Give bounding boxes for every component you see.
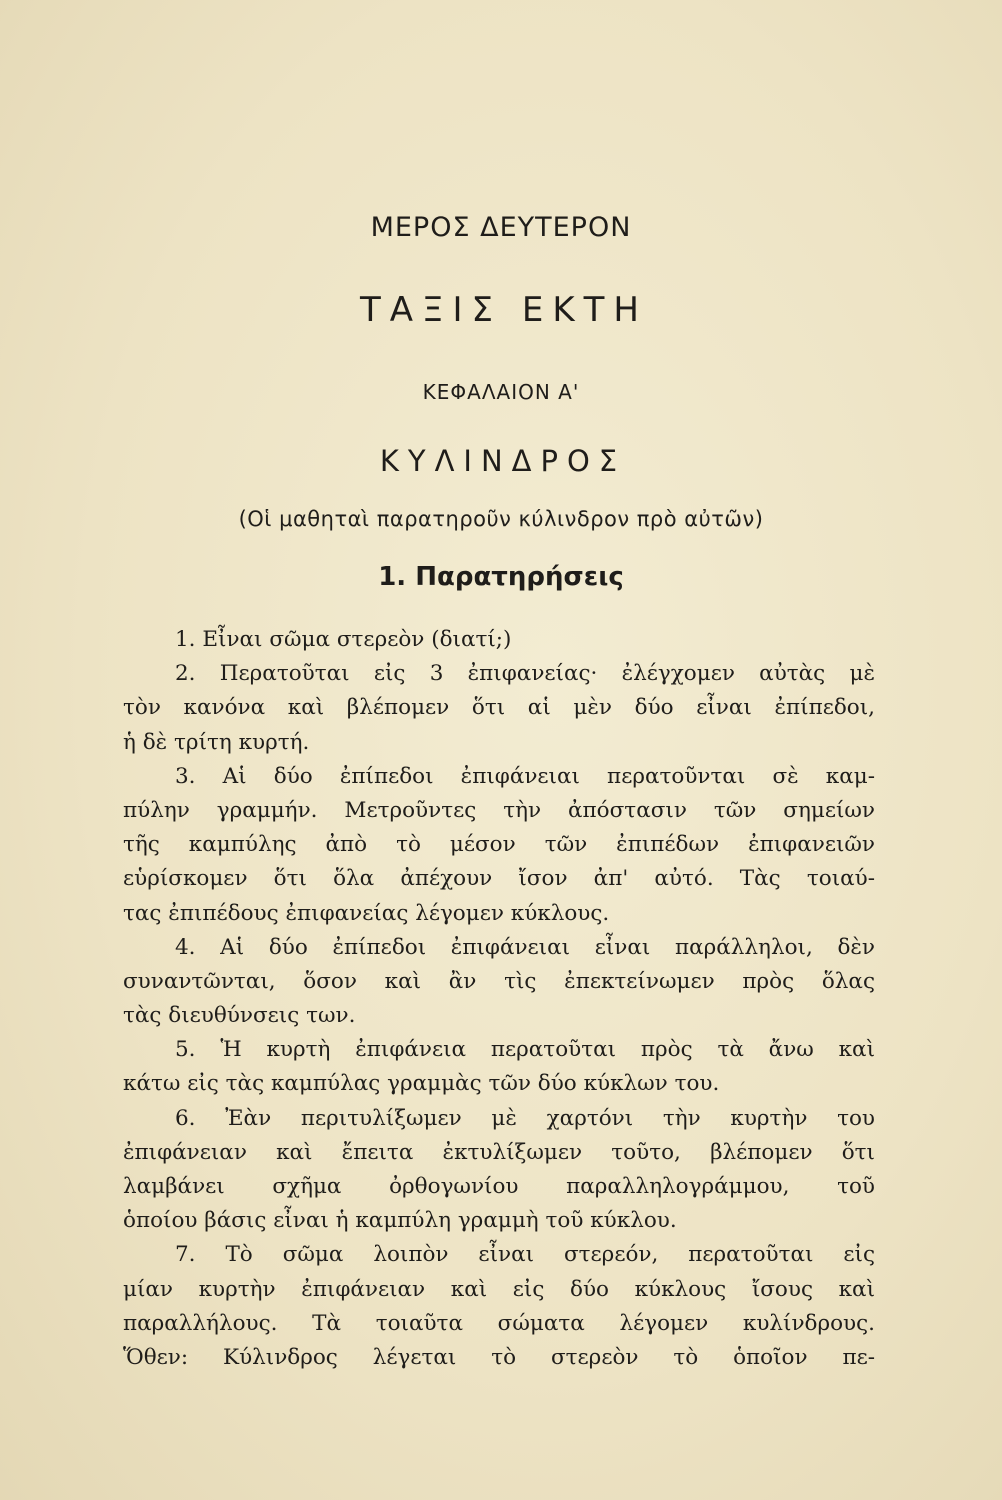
text-line: 1. Εἶναι σῶμα στερεὸν (διατί;) <box>175 627 512 652</box>
text-line: κάτω εἰς τὰς καμπύλας γραμμὰς τῶν δύο κύκλων του. <box>123 1071 720 1097</box>
text-line: συναντῶνται, ὅσον καὶ ἂν τὶς ἐπεκτείνωμεν πρὸς ὅλας <box>123 968 875 994</box>
section-heading: 1. Παρατηρήσεις <box>378 562 624 592</box>
text-line: τὰς διευθύνσεις των. <box>123 1003 356 1029</box>
subtitle: (Οἱ μαθηταὶ παρατηροῦν κύλινδρον πρὸ αὐτῶν) <box>238 507 764 531</box>
text-line: ἡ δὲ τρίτη κυρτή. <box>123 729 310 755</box>
text-line: 7. Τὸ σῶμα λοιπὸν εἶναι στερεόν, περατοῦται εἰς <box>175 1242 875 1268</box>
text-line: πύλην γραμμήν. Μετροῦντες τὴν ἀπόστασιν τῶν σημείων <box>123 797 875 823</box>
text-line: λαμβάνει σχῆμα ὀρθογωνίου παραλληλογράμμου, τοῦ <box>123 1174 875 1199</box>
chapter-title: ΚΕΦΑΛΑΙΟΝ Α' <box>422 380 580 404</box>
text-line: Ὅθεν: Κύλινδρος λέγεται τὸ στερεὸν τὸ ὁποῖον πε- <box>123 1344 875 1370</box>
body-text <box>123 623 875 1375</box>
subject-title: ΚΥΛΙΝΔΡΟΣ <box>379 444 627 478</box>
text-line: τας ἐπιπέδους ἐπιφανείας λέγομεν κύκλους. <box>123 900 610 926</box>
text-line: 2. Περατοῦται εἰς 3 ἐπιφανείας· ἐλέγχομεν αὐτὰς μὲ <box>175 661 875 687</box>
text-line: μίαν κυρτὴν ἐπιφάνειαν καὶ εἰς δύο κύκλους ἴσους καὶ <box>123 1276 875 1302</box>
part-title: ΜΕΡΟΣ ΔΕΥΤΕΡΟΝ <box>370 212 632 243</box>
text-line: 5. Ἡ κυρτὴ ἐπιφάνεια περατοῦται πρὸς τὰ ἄνω καὶ <box>175 1037 875 1063</box>
text-line: εὑρίσκομεν ὅτι ὅλα ἀπέχουν ἴσον ἀπ' αὐτό. Τὰς τοιαύ- <box>123 866 875 892</box>
text-line: 3. Αἱ δύο ἐπίπεδοι ἐπιφάνειαι περατοῦνται σὲ καμ- <box>175 763 875 789</box>
text-line: 6. Ἐὰν περιτυλίξωμεν μὲ χαρτόνι τὴν κυρτὴν του <box>175 1105 875 1131</box>
text-line: ἐπιφάνειαν καὶ ἔπειτα ἐκτυλίξωμεν τοῦτο, βλέπομεν ὅτι <box>123 1139 875 1165</box>
text-line: 4. Αἱ δύο ἐπίπεδοι ἐπιφάνειαι εἶναι παράλληλοι, δὲν <box>175 934 875 960</box>
text-line: ὁποίου βάσις εἶναι ἡ καμπύλη γραμμὴ τοῦ κύκλου. <box>123 1208 677 1234</box>
text-line: τὸν κανόνα καὶ βλέπομεν ὅτι αἱ μὲν δύο εἶναι ἐπίπεδοι, <box>123 695 875 721</box>
text-line: τῆς καμπύλης ἀπὸ τὸ μέσον τῶν ἐπιπέδων ἐπιφανειῶν <box>123 832 875 858</box>
class-title: ΤΑΞΙΣ ΕΚΤΗ <box>360 290 648 330</box>
text-line: παραλλήλους. Τὰ τοιαῦτα σώματα λέγομεν κυλίνδρους. <box>123 1310 875 1336</box>
